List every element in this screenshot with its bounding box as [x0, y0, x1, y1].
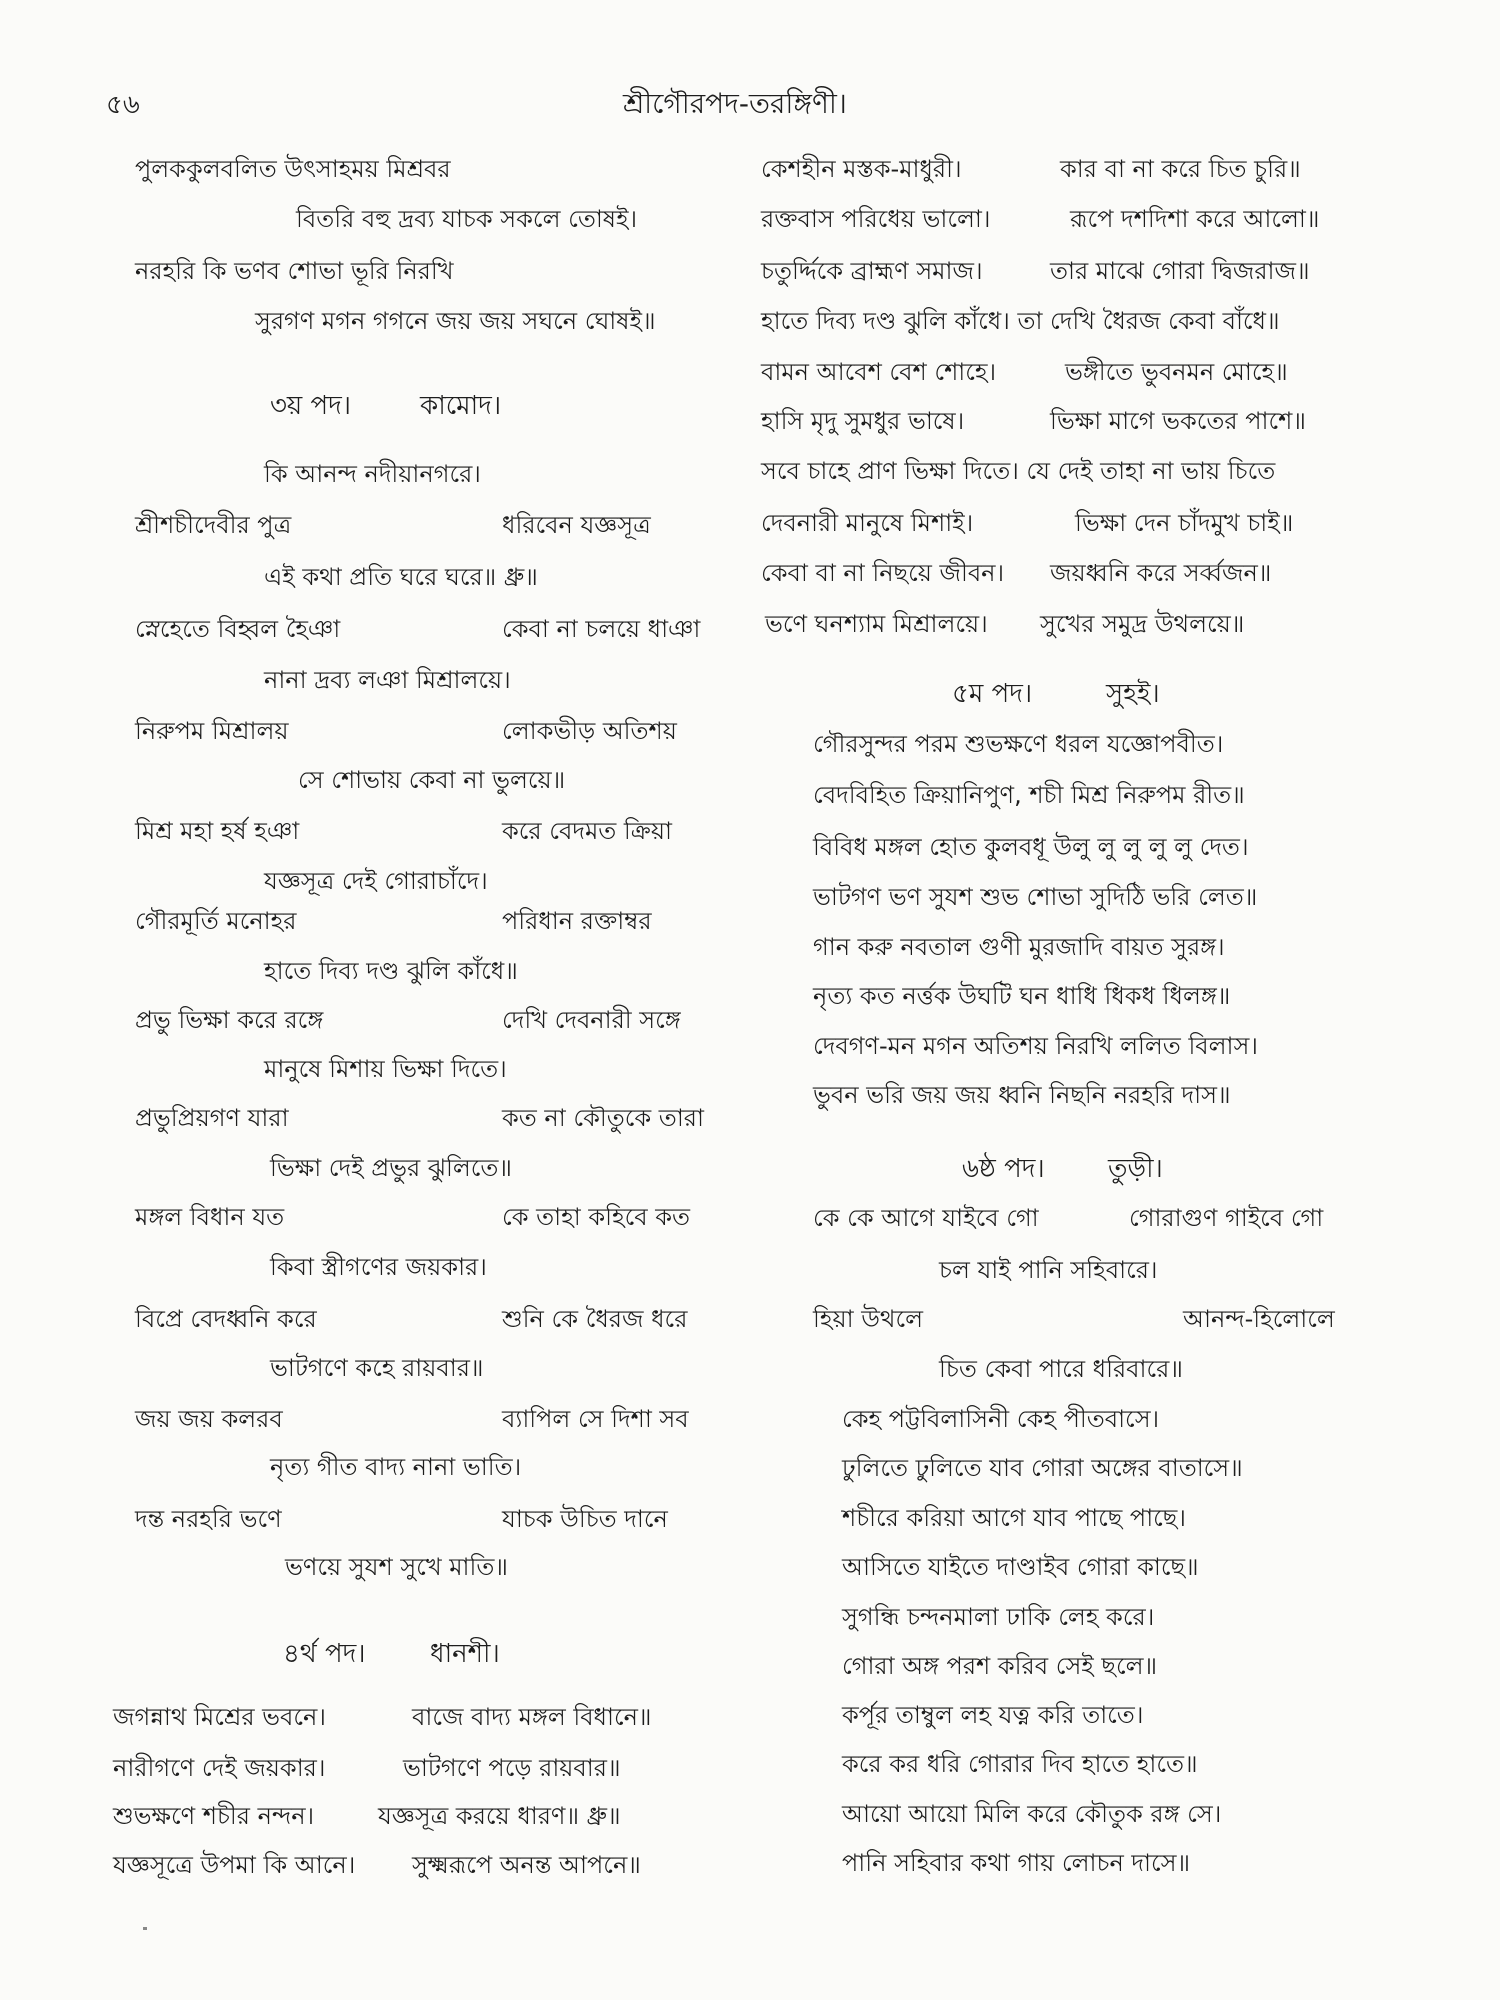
running-title: শ্রীগৌরপদ-তরঙ্গিণী।: [623, 87, 847, 120]
section-heading-number: ৫ম পদ।: [952, 679, 1033, 709]
verse-line: ভাটগণ ভণ সুযশ শুভ শোভা সুদিঠি ভরি লেত॥: [813, 883, 1258, 911]
verse-line: কর্পূর তাম্বুল লহ যত্ন করি তাতে।: [842, 1701, 1144, 1729]
verse-line: করে কর ধরি গোরার দিব হাতে হাতে॥: [842, 1750, 1198, 1778]
verse-line: এই কথা প্রতি ঘরে ঘরে॥ ধ্রু॥: [264, 563, 538, 591]
verse-line-second-half: যজ্ঞসূত্র করয়ে ধারণ॥ ধ্রু॥: [378, 1802, 621, 1830]
verse-line: কেহ পট্টবিলাসিনী কেহ পীতবাসে।: [842, 1405, 1160, 1433]
section-heading-raga: তুড়ী।: [1108, 1154, 1163, 1184]
verse-line: শুভক্ষণে শচীর নন্দন।: [113, 1802, 315, 1830]
verse-line: নৃত্য গীত বাদ্য নানা ভাতি।: [270, 1453, 522, 1481]
verse-line: হাতে দিব্য দণ্ড ঝুলি কাঁধে। তা দেখি ধৈরজ কেবা বাঁধে॥: [761, 307, 1280, 335]
verse-line: সুগন্ধি চন্দনমালা ঢাকি লেহ করে।: [842, 1603, 1155, 1631]
verse-line-second-half: শুনি কে ধৈরজ ধরে: [502, 1305, 688, 1333]
verse-line-second-half: ব্যাপিল সে দিশা সব: [502, 1405, 689, 1433]
verse-line: হাসি মৃদু সুমধুর ভাষে।: [761, 407, 965, 435]
verse-line: ভিক্ষা দেই প্রভুর ঝুলিতে॥: [270, 1154, 513, 1182]
verse-line-second-half: ভিক্ষা মাগে ভকতের পাশে॥: [1050, 407, 1306, 435]
verse-line: ভুবন ভরি জয় জয় ধ্বনি নিছনি নরহরি দাস॥: [813, 1081, 1231, 1109]
verse-line: গৌরমূর্তি মনোহর: [135, 907, 297, 935]
page-number: ৫৬: [106, 90, 140, 120]
verse-line-second-half: পরিধান রক্তাম্বর: [502, 907, 652, 935]
verse-line-second-half: রূপে দশদিশা করে আলো॥: [1070, 205, 1320, 233]
verse-line-second-half: সুক্ষ্মরূপে অনন্ত আপনে॥: [412, 1851, 641, 1879]
verse-line-second-half: জয়ধ্বনি করে সর্ব্বজন॥: [1050, 559, 1272, 587]
verse-line: দেবনারী মানুষে মিশাই।: [761, 509, 974, 537]
verse-line: ভাটগণে কহে রায়বার॥: [270, 1354, 484, 1382]
verse-line: সবে চাহে প্রাণ ভিক্ষা দিতে। যে দেই তাহা না ভায় চিতে: [761, 457, 1276, 485]
verse-line: নানা দ্রব্য লঞা মিশ্রালয়ে।: [264, 666, 511, 694]
verse-line: মঙ্গল বিধান যত: [135, 1203, 285, 1231]
verse-line: ভণয়ে সুযশ সুখে মাতি॥: [285, 1553, 508, 1581]
verse-line: শ্রীশচীদেবীর পুত্র: [135, 511, 292, 539]
section-heading-number: ৩য় পদ।: [270, 391, 352, 421]
verse-line: গোরা অঙ্গ পরশ করিব সেই ছলে॥: [842, 1652, 1158, 1680]
section-heading-raga: ধানশী।: [430, 1639, 500, 1669]
verse-line: বিবিধ মঙ্গল হোত কুলবধূ উলু লু লু লু লু দেত।: [813, 833, 1249, 861]
verse-line: শচীরে করিয়া আগে যাব পাছে পাছে।: [842, 1504, 1186, 1532]
verse-line: রক্তবাস পরিধেয় ভালো।: [761, 205, 991, 233]
verse-line: বিতরি বহু দ্রব্য যাচক সকলে তোষই।: [296, 205, 638, 233]
verse-line: গৌরসুন্দর পরম শুভক্ষণে ধরল যজ্ঞোপবীত।: [813, 730, 1224, 758]
verse-line: দন্ত নরহরি ভণে: [135, 1505, 282, 1533]
verse-line: কে কে আগে যাইবে গো: [813, 1204, 1039, 1232]
verse-line: আয়ো আয়ো মিলি করে কৌতুক রঙ্গ সে।: [842, 1800, 1222, 1828]
verse-line-second-half: ভঙ্গীতে ভুবনমন মোহে॥: [1065, 358, 1288, 386]
verse-line: দেবগণ-মন মগন অতিশয় নিরখি ললিত বিলাস।: [813, 1032, 1258, 1060]
verse-line: চিত কেবা পারে ধরিবারে॥: [939, 1355, 1183, 1383]
verse-line: বিপ্রে বেদধ্বনি করে: [135, 1305, 317, 1333]
verse-line-second-half: আনন্দ-হিলোলে: [1183, 1305, 1335, 1333]
verse-line-second-half: ধরিবেন যজ্ঞসূত্র: [502, 511, 651, 539]
verse-line-second-half: ভিক্ষা দেন চাঁদমুখ চাই॥: [1075, 509, 1294, 537]
verse-line: মানুষে মিশায় ভিক্ষা দিতে।: [264, 1055, 507, 1083]
verse-line: সে শোভায় কেবা না ভুলয়ে॥: [298, 766, 566, 794]
verse-line: পুলককুলবলিত উৎসাহময় মিশ্রবর: [135, 155, 451, 183]
verse-line: গান করু নবতাল গুণী মুরজাদি বায়ত সুরঙ্গ।: [813, 933, 1225, 961]
verse-line: স্নেহেতে বিহ্বল হৈঞা: [135, 615, 341, 643]
verse-line: চল যাই পানি সহিবারে।: [939, 1256, 1158, 1284]
verse-line: সুরগণ মগন গগনে জয় জয় সঘনে ঘোষই॥: [255, 307, 656, 335]
verse-line: হিয়া উথলে: [813, 1305, 923, 1333]
verse-line-second-half: কার বা না করে চিত চুরি॥: [1060, 155, 1301, 183]
section-heading-raga: কামোদ।: [420, 391, 502, 421]
verse-line-second-half: কেবা না চলয়ে ধাঞা: [502, 615, 701, 643]
verse-line-second-half: ভাটগণে পড়ে রায়বার॥: [403, 1754, 621, 1782]
verse-line-second-half: লোকভীড় অতিশয়: [502, 717, 677, 745]
section-heading-number: ৬ষ্ঠ পদ।: [962, 1154, 1045, 1184]
verse-line: বেদবিহিত ক্রিয়ানিপুণ, শচী মিশ্র নিরুপম রীত॥: [813, 781, 1245, 809]
verse-line: প্রভু ভিক্ষা করে রঙ্গে: [135, 1006, 324, 1034]
section-heading-number: ৪র্থ পদ।: [283, 1639, 366, 1669]
verse-line-second-half: বাজে বাদ্য মঙ্গল বিধানে॥: [412, 1703, 652, 1731]
verse-line: প্রভুপ্রিয়গণ যারা: [135, 1104, 289, 1132]
verse-line-second-half: গোরাগুণ গাইবে গো: [1129, 1204, 1324, 1232]
verse-line-second-half: কত না কৌতুকে তারা: [502, 1104, 704, 1132]
verse-line: নারীগণে দেই জয়কার।: [113, 1754, 326, 1782]
verse-line: নিরুপম মিশ্রালয়: [135, 717, 289, 745]
verse-line-second-half: তার মাঝে গোরা দ্বিজরাজ॥: [1050, 257, 1310, 285]
verse-line: হাতে দিব্য দণ্ড ঝুলি কাঁধে॥: [264, 957, 518, 985]
verse-line-second-half: দেখি দেবনারী সঙ্গে: [502, 1006, 681, 1034]
verse-line-second-half: সুখের সমুদ্র উথলয়ে॥: [1040, 610, 1245, 638]
verse-line: কিবা স্ত্রীগণের জয়কার।: [270, 1253, 487, 1281]
verse-line: মিশ্র মহা হর্ষ হঞা: [135, 817, 300, 845]
verse-line: চতুর্দ্দিকে ব্রাহ্মণ সমাজ।: [761, 257, 983, 285]
verse-line: জগন্নাথ মিশ্রের ভবনে।: [113, 1703, 326, 1731]
verse-line-second-half: যাচক উচিত দানে: [502, 1505, 668, 1533]
verse-line: যজ্ঞসূত্রে উপমা কি আনে।: [113, 1851, 356, 1879]
verse-line: পানি সহিবার কথা গায় লোচন দাসে॥: [842, 1849, 1191, 1877]
verse-line: কেশহীন মস্তক-মাধুরী।: [761, 155, 962, 183]
verse-line: ঢুলিতে ঢুলিতে যাব গোরা অঙ্গের বাতাসে॥: [842, 1454, 1243, 1482]
verse-line-second-half: কে তাহা কহিবে কত: [502, 1203, 691, 1231]
scan-speck: [143, 1927, 147, 1930]
verse-line: আসিতে যাইতে দাণ্ডাইব গোরা কাছে॥: [842, 1553, 1199, 1581]
verse-line: কি আনন্দ নদীয়ানগরে।: [264, 460, 481, 488]
section-heading-raga: সুহই।: [1106, 679, 1160, 709]
verse-line: নৃত্য কত নর্ত্তক উঘটি ঘন ধাধি ধিকধ ধিলঙ্গ॥: [813, 982, 1231, 1010]
verse-line: যজ্ঞসূত্র দেই গোরাচাঁদে।: [264, 867, 488, 895]
verse-line: বামন আবেশ বেশ শোহে।: [761, 358, 997, 386]
verse-line: কেবা বা না নিছয়ে জীবন।: [761, 559, 1005, 587]
verse-line-second-half: করে বেদমত ক্রিয়া: [502, 817, 672, 845]
verse-line: ভণে ঘনশ্যাম মিশ্রালয়ে।: [765, 610, 988, 638]
verse-line: জয় জয় কলরব: [135, 1405, 283, 1433]
verse-line: নরহরি কি ভণব শোভা ভূরি নিরখি: [135, 257, 454, 285]
